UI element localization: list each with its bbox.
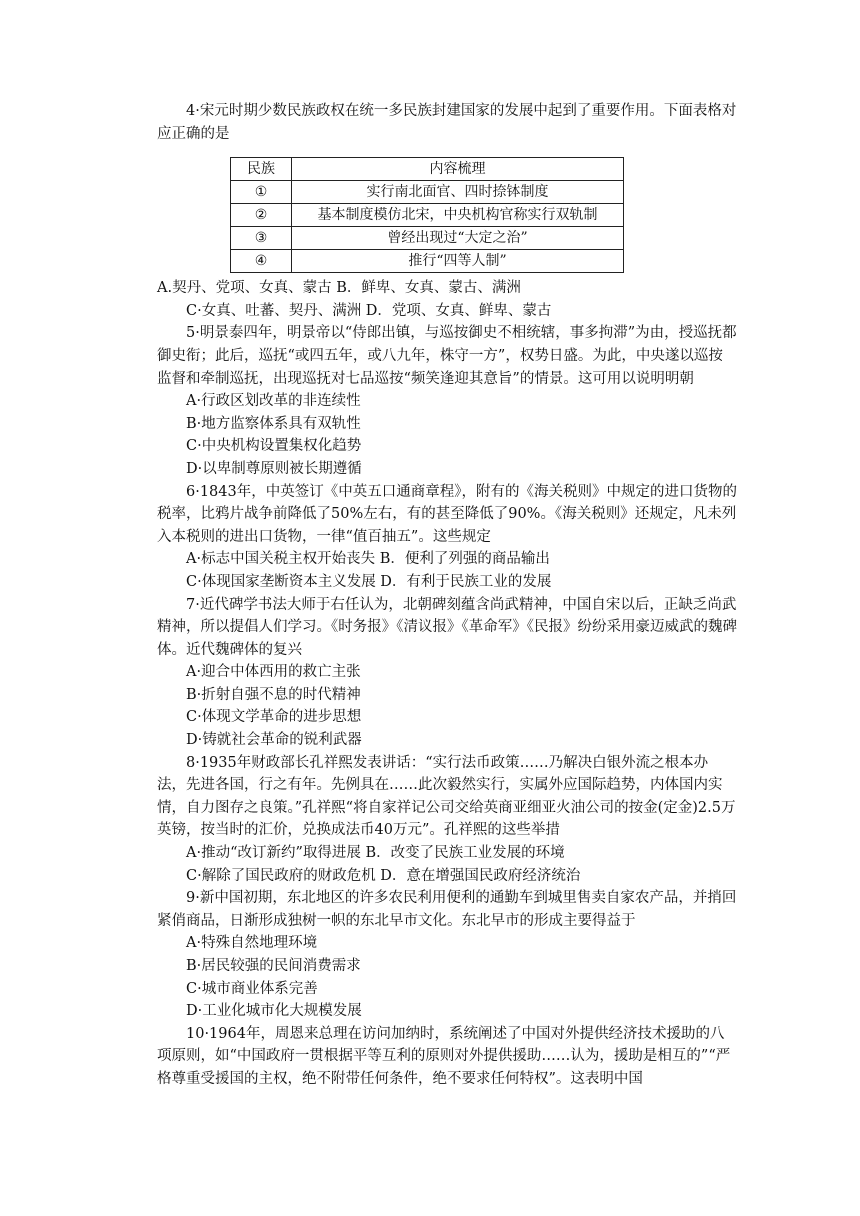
question-9-option-a: A·特殊自然地理环境 xyxy=(186,935,318,952)
question-7-option-d: D·铸就社会革命的锐利武器 xyxy=(186,732,362,749)
question-10-stem: 10·1964年，周恩来总理在访问加纳时，系统阐述了中国对外提供经济技术援助的八项原则，如“中国政府一贯根据平等互利的原则对外提供援助……认为，援助是相互的”“严格尊重受援国的主权，绝不附带任何条件，绝不要求任何特权”。这表明中国 xyxy=(157,1025,731,1087)
exam-content xyxy=(157,100,737,1091)
table-header-content: 内容梳理 xyxy=(292,158,624,181)
question-9-option-b: B·居民较强的民间消费需求 xyxy=(186,958,361,974)
question-5-stem: 5·明景泰四年，明景帝以“侍郎出镇，与巡按御史不相统辖，事多拘滞”为由，授巡抚都御史衔；此后，巡抚“或四五年，或八九年，株守一方”，权势日盛。为此，中央遂以巡按监督和牵制巡抚，出现巡抚对七品巡按“频笑逢迎其意旨”的情景。这可用以说明明朝 xyxy=(157,325,737,387)
question-6-option-line: A·标志中国关税主权开始丧失 B．便利了列强的商品输出 xyxy=(186,551,550,568)
table-cell-content: 实行南北面官、四时捺钵制度 xyxy=(292,181,624,204)
table-cell-content: 基本制度模仿北宋，中央机构官称实行双轨制 xyxy=(292,204,624,227)
table-row xyxy=(231,181,624,204)
table-cell-number: ③ xyxy=(231,227,292,250)
question-4-option-line: C·女真、吐蕃、契丹、满洲 D．党项、女真、鲜卑、蒙古 xyxy=(186,302,552,319)
question-5-option-d: D·以卑制尊原则被长期遵循 xyxy=(186,460,362,477)
question-6-stem: 6·1843年，中英签订《中英五口通商章程》，附有的《海关税则》中规定的进口货物的税率，比鸦片战争前降低了50%左右，有的甚至降低了90%。《海关税则》还规定，凡未列入本税则的进出口货物，一律“值百抽五”。这些规定 xyxy=(157,483,737,545)
question-5-option-c: C·中央机构设置集权化趋势 xyxy=(186,438,362,455)
question-6-option-line: C·体现国家垄断资本主义发展 D．有利于民族工业的发展 xyxy=(186,573,552,590)
question-7-option-a: A·迎合中体西用的救亡主张 xyxy=(186,664,361,681)
table-header-row xyxy=(231,158,624,181)
table-cell-number: ④ xyxy=(231,250,292,273)
question-7-stem: 7·近代碑学书法大师于右任认为，北朝碑刻蕴含尚武精神，中国自宋以后，正缺乏尚武精神，所以提倡人们学习。《时务报》《清议报》《革命军》《民报》纷纷采用豪迈威武的魏碑体。近代魏碑体的复兴 xyxy=(157,596,737,658)
question-9-option-c: C·城市商业体系完善 xyxy=(186,980,318,997)
table-cell-content: 曾经出现过“大定之治” xyxy=(292,227,624,250)
table-row xyxy=(231,227,624,250)
question-4-table xyxy=(230,157,624,273)
question-9-stem: 9·新中国初期，东北地区的许多农民利用便利的通勤车到城里售卖自家农产品，并捎回紧俏商品，日渐形成独树一帜的东北早市文化。东北早市的形成主要得益于 xyxy=(157,890,737,929)
question-8-stem: 8·1935年财政部长孔祥熙发表讲话：“实行法币政策……乃解决白银外流之根本办法，先进各国，行之有年。先例具在……此次毅然实行，实属外应国际趋势，内体国内实情，自力图存之良策。”孔祥熙“将自家祥记公司交给英商亚细亚火油公司的按金(定金)2.5万英镑，按当时的汇价，兑换成法币40万元”。孔祥熙的这些举措 xyxy=(157,754,736,839)
question-8-option-line: A·推动“改订新约”取得进展 B．改变了民族工业发展的环境 xyxy=(186,845,565,862)
question-7-option-b: B·折射自强不息的时代精神 xyxy=(186,686,361,703)
question-7-option-c: C·体现文学革命的进步思想 xyxy=(186,709,362,726)
question-5-option-b: B·地方监察体系具有双轨性 xyxy=(186,415,361,432)
table-row xyxy=(231,250,624,273)
table-cell-number: ② xyxy=(231,204,292,227)
table-cell-content: 推行“四等人制” xyxy=(292,250,624,273)
question-4-option-line: A.契丹、党项、女真、蒙古 B．鲜卑、女真、蒙古、满洲 xyxy=(157,280,521,297)
question-5-option-a: A·行政区划改革的非连续性 xyxy=(186,393,361,410)
question-4-stem: 4·宋元时期少数民族政权在统一多民族封建国家的发展中起到了重要作用。下面表格对应正确的是 xyxy=(157,103,737,142)
question-9-option-d: D·工业化城市化大规模发展 xyxy=(186,1003,362,1020)
table-header-ethnic: 民族 xyxy=(231,158,292,181)
table-row xyxy=(231,204,624,227)
table-cell-number: ① xyxy=(231,181,292,204)
question-8-option-line: C·解除了国民政府的财政危机 D．意在增强国民政府经济统治 xyxy=(186,867,581,884)
